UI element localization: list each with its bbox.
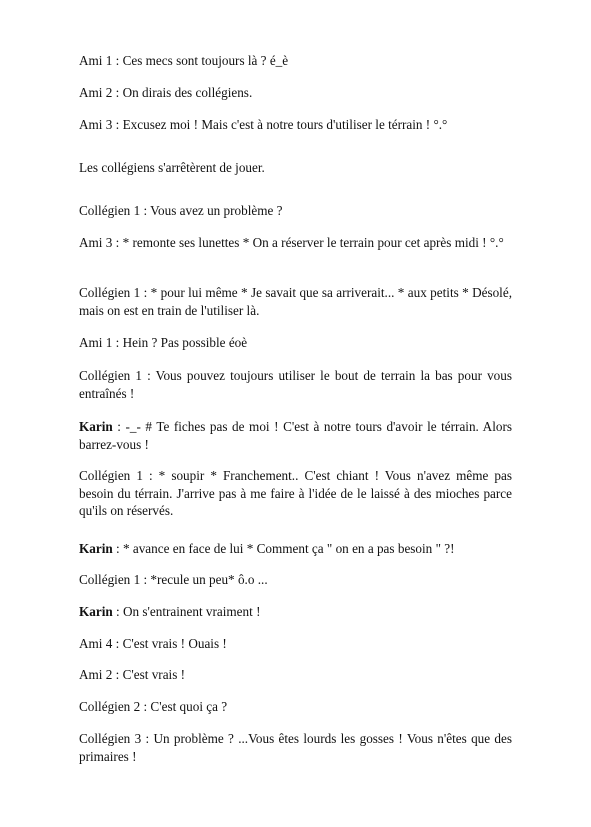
dialogue-text: Collégien 1 : Vous avez un problème ? <box>79 203 283 218</box>
dialogue-text: Ami 3 : * remonte ses lunettes * On a réserver le terrain pour cet après midi ! °.° <box>79 235 504 250</box>
paragraph-4 <box>79 159 512 177</box>
paragraph-6 <box>79 234 512 252</box>
dialogue-text: Collégien 1 : * soupir * Franchement.. C'est chiant ! Vous n'avez même pas besoin du térrain. J'arrive pas à me faire à l'idée de le laissé à des mioches parce qu'ils on réservés. <box>79 468 512 518</box>
paragraph-1 <box>79 52 512 70</box>
dialogue-text: Ami 3 : Excusez moi ! Mais c'est à notre tours d'utiliser le térrain ! °.° <box>79 117 448 132</box>
dialogue-text: Collégien 1 : *recule un peu* ô.o ... <box>79 572 268 587</box>
dialogue-text: Collégien 3 : Un problème ? ...Vous êtes lourds les gosses ! Vous n'êtes que des primaires ! <box>79 731 512 764</box>
dialogue-text: Collégien 1 : Vous pouvez toujours utiliser le bout de terrain la bas pour vous entraînés ! <box>79 368 512 401</box>
paragraph-16 <box>79 666 512 684</box>
dialogue-text: Ami 2 : On dirais des collégiens. <box>79 85 253 100</box>
paragraph-10 <box>79 418 512 453</box>
speaker-name: Karin <box>79 604 113 619</box>
paragraph-2 <box>79 84 512 102</box>
paragraph-14 <box>79 603 512 621</box>
paragraph-15 <box>79 635 512 653</box>
paragraph-9 <box>79 367 512 402</box>
paragraph-18 <box>79 730 512 765</box>
paragraph-5 <box>79 202 512 220</box>
paragraph-17 <box>79 698 512 716</box>
dialogue-text: Ami 1 : Hein ? Pas possible éoè <box>79 335 248 350</box>
paragraph-3 <box>79 116 512 134</box>
paragraph-11 <box>79 467 512 520</box>
dialogue-text: Collégien 2 : C'est quoi ça ? <box>79 699 228 714</box>
dialogue-text: Collégien 1 : * pour lui même * Je savait que sa arriverait... * aux petits * Désolé, mais on est en train de l'utiliser là. <box>79 285 512 318</box>
dialogue-text: Ami 2 : C'est vrais ! <box>79 667 186 682</box>
dialogue-text: : * avance en face de lui * Comment ça " on en a pas besoin " ?! <box>112 541 455 556</box>
paragraph-8 <box>79 334 512 352</box>
paragraph-12 <box>79 540 512 558</box>
dialogue-text: Ami 1 : Ces mecs sont toujours là ? é_è <box>79 53 289 68</box>
dialogue-text: Ami 4 : C'est vrais ! Ouais ! <box>79 636 227 651</box>
speaker-name: Karin <box>79 541 113 556</box>
paragraph-13 <box>79 571 512 589</box>
narration-text: Les collégiens s'arrêtèrent de jouer. <box>79 160 265 175</box>
paragraph-7 <box>79 284 512 319</box>
speaker-name: Karin <box>79 419 113 434</box>
dialogue-text: : -_- # Te fiches pas de moi ! C'est à notre tours d'avoir le térrain. Alors barrez-vous ! <box>79 419 512 452</box>
dialogue-text: : On s'entrainent vraiment ! <box>112 604 261 619</box>
